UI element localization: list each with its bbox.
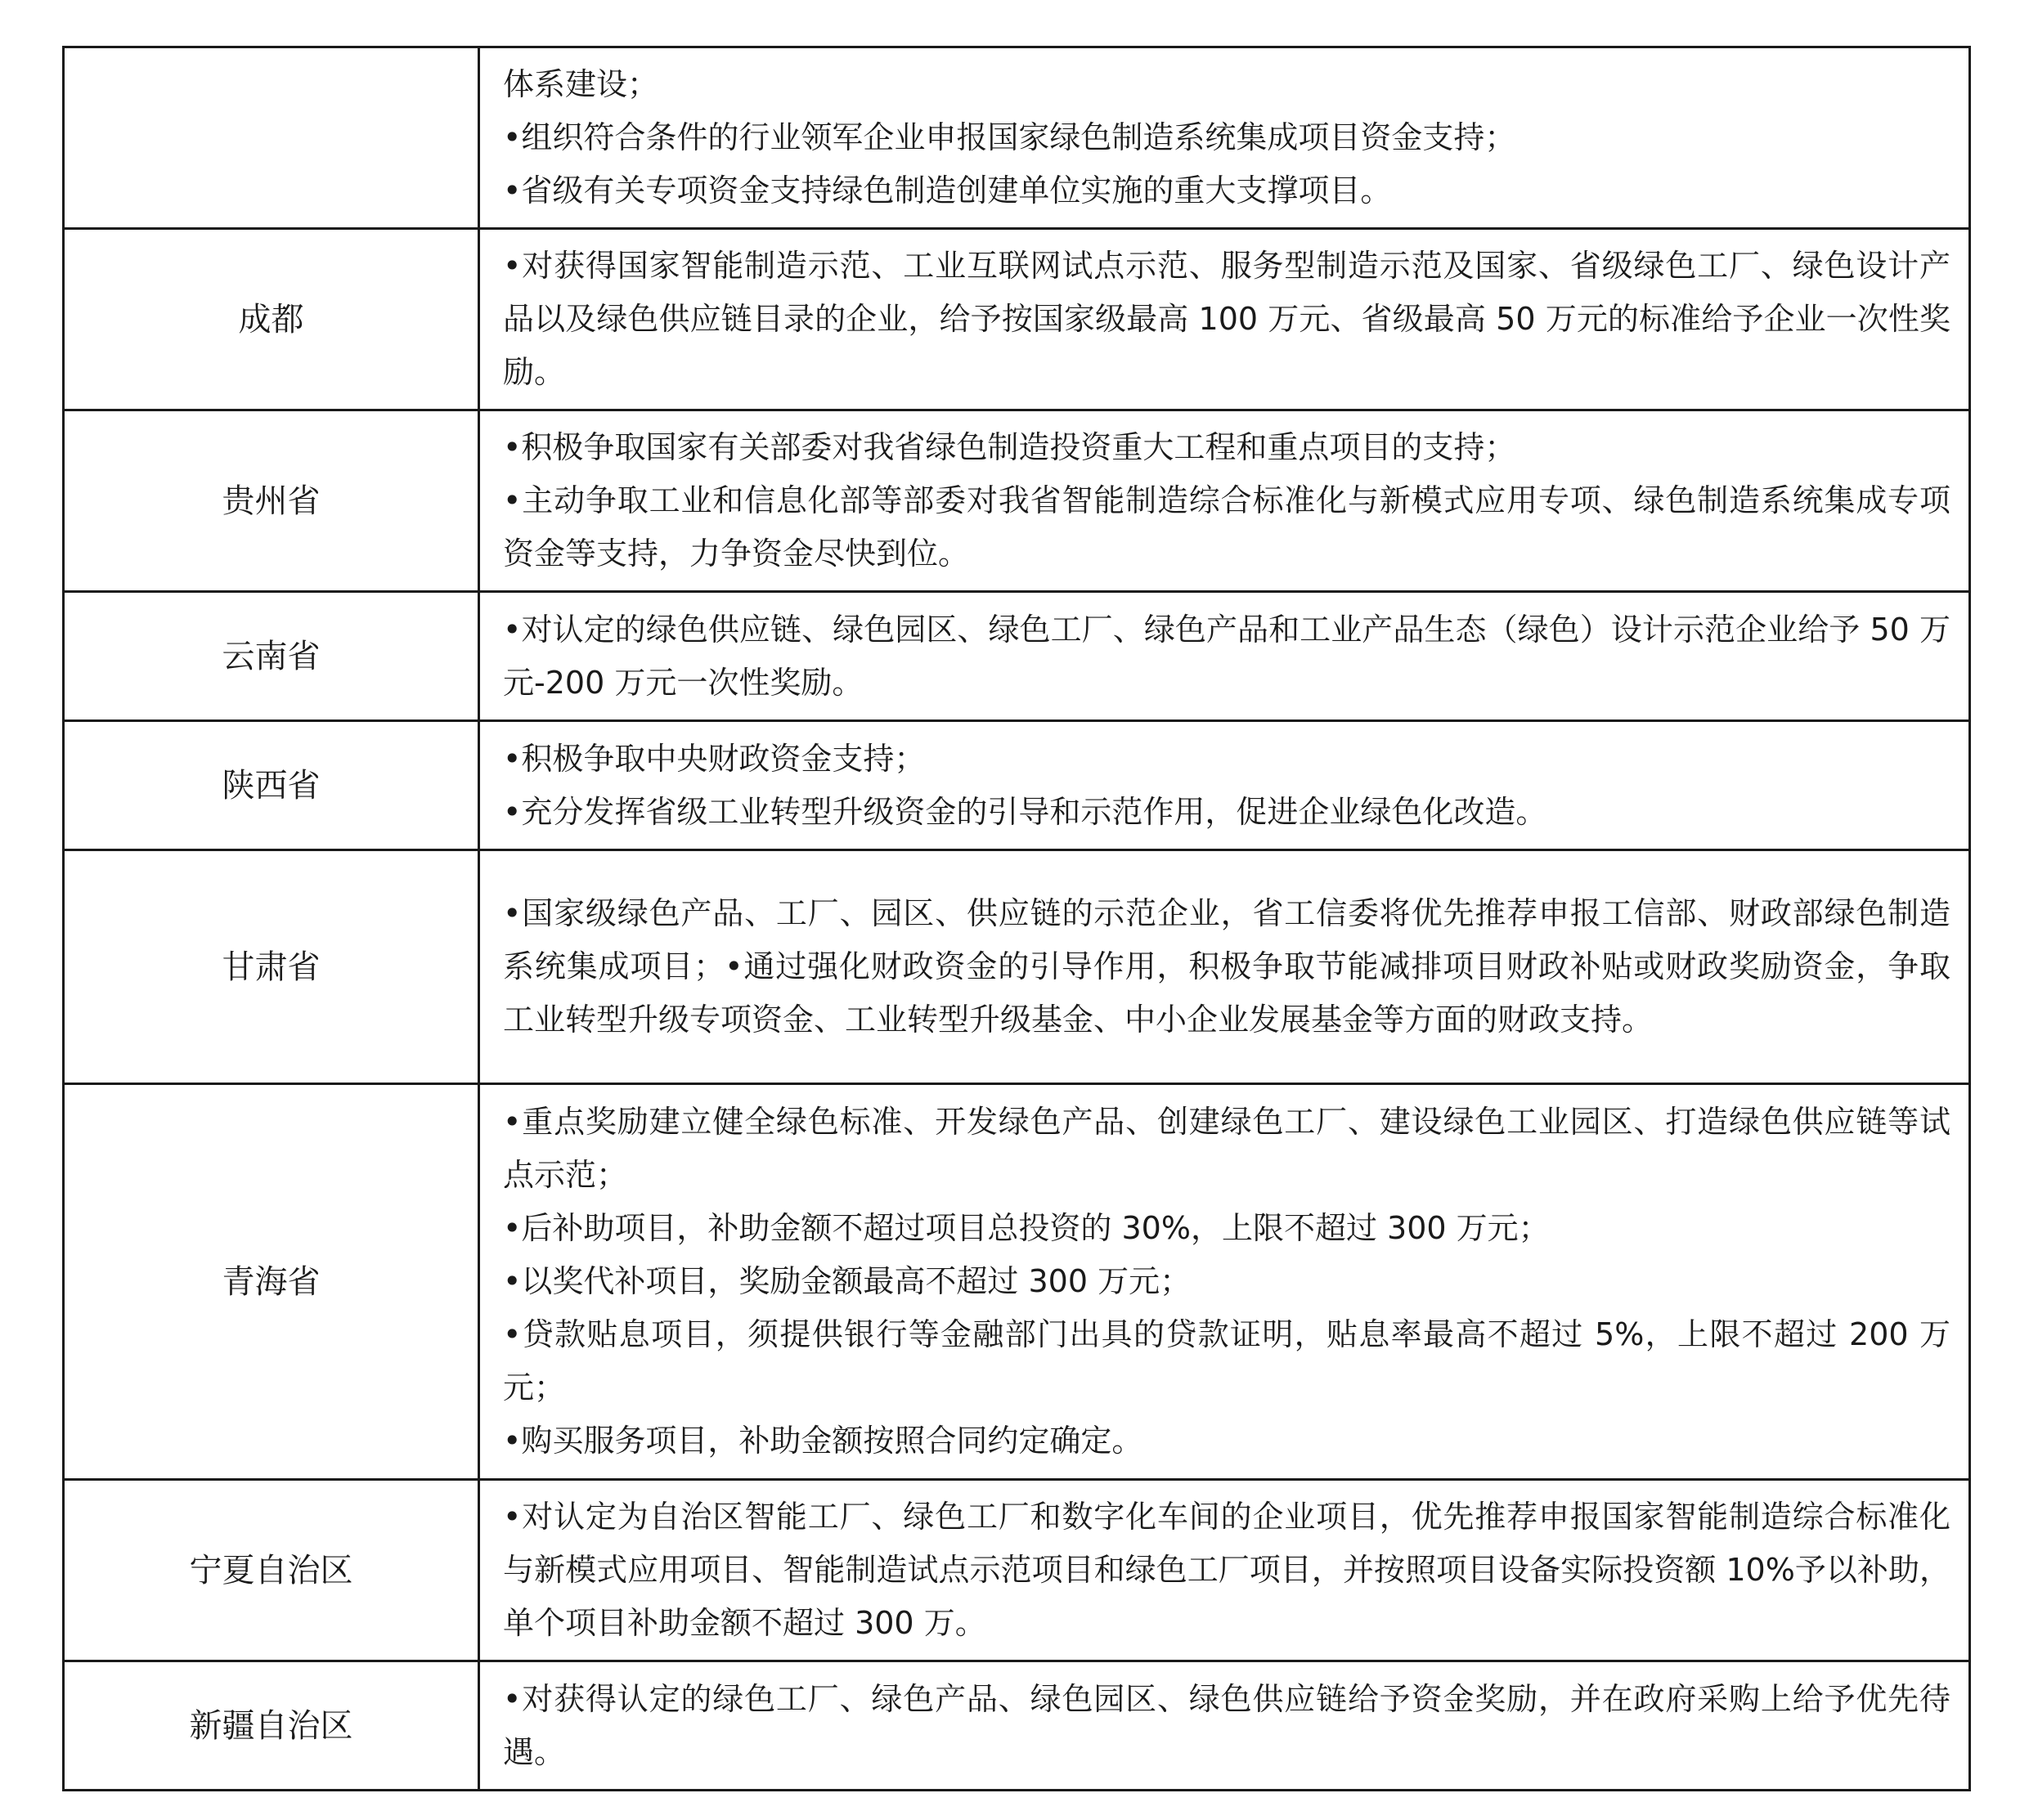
policy-item: •积极争取国家有关部委对我省绿色制造投资重大工程和重点项目的支持； (503, 429, 1516, 465)
region-cell: 新疆自治区 (64, 1661, 479, 1791)
policy-cell (479, 1661, 1970, 1791)
policy-item: •主动争取工业和信息化部等部委对我省智能制造综合标准化与新模式应用专项、绿色制造系统集成专项资金等支持，力争资金尽快到位。 (503, 482, 1950, 572)
policy-item: •积极争取中央财政资金支持； (503, 740, 926, 777)
region-cell: 成都 (64, 229, 479, 410)
policy-cell (479, 410, 1970, 592)
region-cell: 青海省 (64, 1084, 479, 1480)
region-cell: 贵州省 (64, 410, 479, 592)
region-cell: 甘肃省 (64, 850, 479, 1084)
policy-cell (479, 1480, 1970, 1661)
policy-table (62, 46, 1971, 1791)
policy-item: •以奖代补项目，奖励金额最高不超过 300 万元； (503, 1263, 1192, 1299)
table-row-chengdu (64, 229, 1970, 410)
policy-item: •对认定为自治区智能工厂、绿色工厂和数字化车间的企业项目，优先推荐申报国家智能制造综合标准化与新模式应用项目、智能制造试点示范项目和绿色工厂项目，并按照项目设备实际投资额 10%予以补助，单个项目补助金额不超过 300 万。 (503, 1499, 1950, 1641)
policy-item: •贷款贴息项目，须提供银行等金融部门出具的贷款证明，贴息率最高不超过 5%，上限不超过 200 万元； (503, 1316, 1950, 1405)
table-row-ningxia (64, 1480, 1970, 1661)
table-row-qinghai (64, 1084, 1970, 1480)
region-cell: 陕西省 (64, 721, 479, 850)
policy-item: 体系建设； (503, 66, 659, 102)
policy-cell (479, 850, 1970, 1084)
policy-item: •对认定的绿色供应链、绿色园区、绿色工厂、绿色产品和工业产品生态（绿色）设计示范企业给予 50 万元-200 万元一次性奖励。 (503, 611, 1950, 701)
table-row-continued (64, 47, 1970, 229)
policy-item: •充分发挥省级工业转型升级资金的引导和示范作用，促进企业绿色化改造。 (503, 793, 1547, 830)
policy-item: •后补助项目，补助金额不超过项目总投资的 30%，上限不超过 300 万元； (503, 1210, 1550, 1246)
policy-item: •重点奖励建立健全绿色标准、开发绿色产品、创建绿色工厂、建设绿色工业园区、打造绿色供应链等试点示范； (503, 1104, 1950, 1193)
region-cell: 云南省 (64, 592, 479, 721)
policy-cell (479, 721, 1970, 850)
region-cell: 宁夏自治区 (64, 1480, 479, 1661)
policy-item: •对获得国家智能制造示范、工业互联网试点示范、服务型制造示范及国家、省级绿色工厂、绿色设计产品以及绿色供应链目录的企业，给予按国家级最高 100 万元、省级最高 50 万元的标准给予企业一次性奖励。 (503, 248, 1950, 390)
table-row-shaanxi (64, 721, 1970, 850)
policy-item: •对获得认定的绿色工厂、绿色产品、绿色园区、绿色供应链给予资金奖励，并在政府采购上给予优先待遇。 (503, 1680, 1950, 1770)
policy-item: •国家级绿色产品、工厂、园区、供应链的示范企业，省工信委将优先推荐申报工信部、财政部绿色制造系统集成项目；•通过强化财政资金的引导作用，积极争取节能减排项目财政补贴或财政奖励资金，争取工业转型升级专项资金、工业转型升级基金、中小企业发展基金等方面的财政支持。 (503, 895, 1950, 1038)
table-row-gansu (64, 850, 1970, 1084)
table-row-xinjiang (64, 1661, 1970, 1791)
policy-cell (479, 229, 1970, 410)
table-row-guizhou (64, 410, 1970, 592)
policy-item: •省级有关专项资金支持绿色制造创建单位实施的重大支撑项目。 (503, 173, 1392, 208)
policy-item: •组织符合条件的行业领军企业申报国家绿色制造系统集成项目资金支持； (503, 119, 1516, 155)
region-cell (64, 47, 479, 229)
policy-item: •购买服务项目，补助金额按照合同约定确定。 (503, 1423, 1143, 1459)
policy-cell (479, 47, 1970, 229)
policy-cell (479, 592, 1970, 721)
table-row-yunnan (64, 592, 1970, 721)
policy-cell (479, 1084, 1970, 1480)
